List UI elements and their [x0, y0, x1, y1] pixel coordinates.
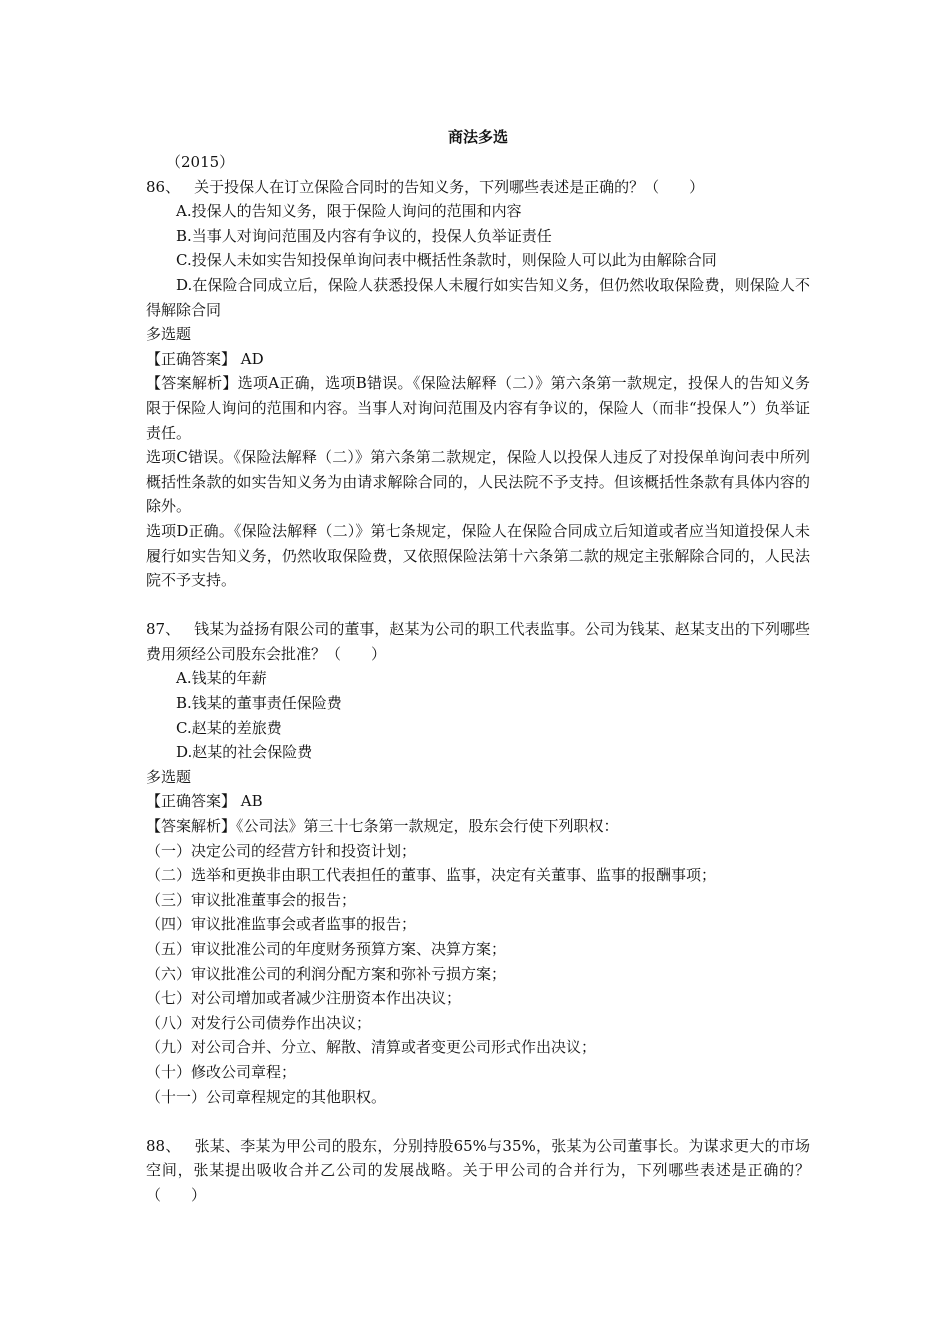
- power-item: （一）决定公司的经营方针和投资计划；: [146, 841, 417, 860]
- analysis-paragraph: 选项D正确。《保险法解释（二）》第七条规定，保险人在保险合同成立后知道或者应当知道投保人未履行如实告知义务，仍然收取保险费，又依照保险法第十六条第二款的规定主张解除合同的，人民法院不予支持。: [146, 521, 810, 590]
- question-stem: 张某、李某为甲公司的股东，分别持股65%与35%，张某为公司董事长。为谋求更大的市场空间，张某提出吸收合并乙公司的发展战略。关于甲公司的合并行为，下列哪些表述是正确的？（ ）: [146, 1136, 810, 1204]
- year-label: （2015）: [166, 153, 235, 171]
- answer-value: AB: [240, 792, 263, 811]
- question-type: 多选题: [146, 767, 192, 786]
- power-item: （六）审议批准公司的利润分配方案和弥补亏损方案；: [146, 964, 507, 983]
- spacer: [146, 593, 810, 618]
- question-stem: 关于投保人在订立保险合同时的告知义务，下列哪些表述是正确的？（ ）: [194, 177, 705, 196]
- answer-label: 【正确答案】: [146, 349, 237, 368]
- question-87: [146, 617, 810, 666]
- power-item: （八）对发行公司债券作出决议；: [146, 1013, 372, 1032]
- power-item: （九）对公司合并、分立、解散、清算或者变更公司形式作出决议；: [146, 1038, 597, 1057]
- answer-label: 【正确答案】: [146, 792, 237, 811]
- option-a: A.钱某的年薪: [176, 669, 267, 688]
- option-d: D.赵某的社会保险费: [176, 743, 313, 762]
- question-86: [146, 175, 810, 200]
- spacer: [146, 1109, 810, 1134]
- power-item: （十）修改公司章程；: [146, 1062, 297, 1081]
- option-a: A.投保人的告知义务，限于保险人询问的范围和内容: [176, 202, 522, 221]
- option-c: C.投保人未如实告知投保单询问表中概括性条款时，则保险人可以此为由解除合同: [176, 251, 717, 270]
- analysis-paragraph: 选项C错误。《保险法解释（二）》第六条第二款规定，保险人以投保人违反了对投保单询问表中所列概括性条款的如实告知义务为由请求解除合同的，人民法院不予支持。但该概括性条款有具体内容的除外。: [146, 448, 810, 516]
- option-c: C.赵某的差旅费: [176, 718, 282, 737]
- question-number: 88、: [146, 1136, 181, 1155]
- option-d: D.在保险合同成立后，保险人获悉投保人未履行如实告知义务，但仍然收取保险费，则保险人不得解除合同: [146, 275, 810, 319]
- power-item: （五）审议批准公司的年度财务预算方案、决算方案；: [146, 940, 507, 958]
- power-item: （十一）公司章程规定的其他职权。: [146, 1087, 387, 1106]
- answer-value: AD: [240, 349, 264, 368]
- power-item: （二）选举和更换非由职工代表担任的董事、监事，决定有关董事、监事的报酬事项；: [146, 866, 717, 885]
- question-number: 87、: [146, 620, 181, 639]
- power-item: （七）对公司增加或者减少注册资本作出决议；: [146, 989, 462, 1008]
- document-page: [146, 124, 810, 1208]
- analysis-paragraph: 【答案解析】选项A正确，选项B错误。《保险法解释（二）》第六条第一款规定，投保人的告知义务限于保险人询问的范围和内容。当事人对询问范围及内容有争议的，保险人（而非“投保人”）负举证责任。: [146, 374, 810, 442]
- option-b: B.当事人对询问范围及内容有争议的，投保人负举证责任: [176, 226, 552, 245]
- document-title: 商法多选: [447, 128, 508, 146]
- question-stem: 钱某为益扬有限公司的董事，赵某为公司的职工代表监事。公司为钱某、赵某支出的下列哪些费用须经公司股东会批准？（ ）: [146, 620, 810, 663]
- analysis-intro: 【答案解析】《公司法》第三十七条第一款规定，股东会行使下列职权：: [146, 817, 619, 836]
- question-88: [146, 1134, 810, 1208]
- correct-answer: [146, 347, 810, 372]
- question-type: 多选题: [146, 325, 192, 344]
- question-number: 86、: [146, 177, 181, 196]
- power-item: （四）审议批准监事会或者监事的报告；: [146, 915, 417, 934]
- option-b: B.钱某的董事责任保险费: [176, 694, 342, 713]
- correct-answer: [146, 789, 810, 814]
- power-item: （三）审议批准董事会的报告；: [146, 890, 357, 909]
